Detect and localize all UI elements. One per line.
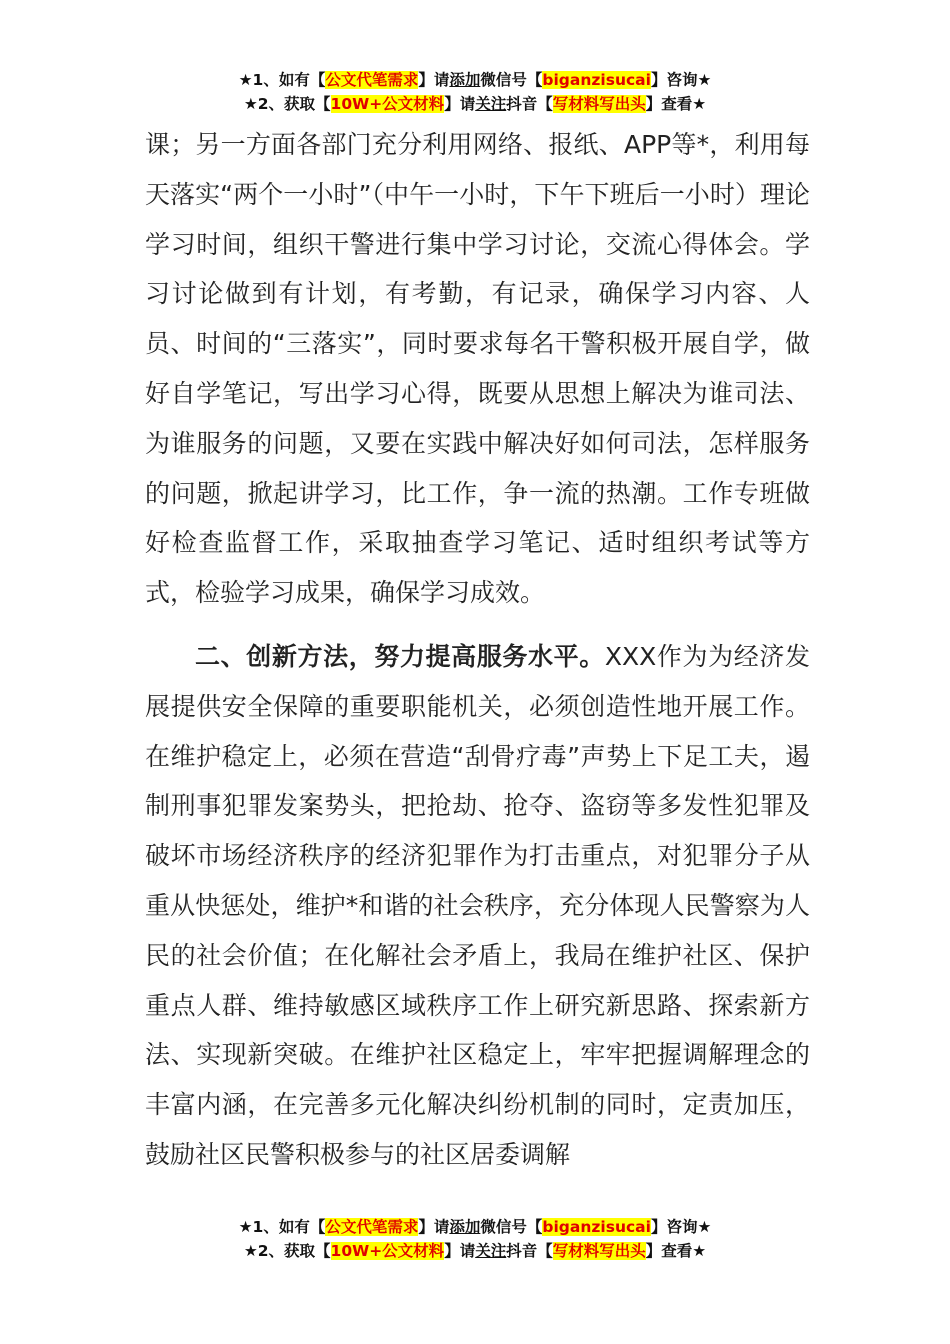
body-paragraph (145, 632, 810, 1180)
banner-line-2: ★2、获取【10W+公文材料】请关注抖音【写材料写出头】查看★ (243, 95, 707, 113)
wechat-id: biganzisucai (542, 71, 651, 89)
banner-line-1: ★1、如有【公文代笔需求】请添加微信号【biganzisucai】咨询★ (238, 71, 712, 89)
douyin-name: 写材料写出头 (552, 1242, 646, 1260)
banner-highlight: 10W+公文材料 (330, 95, 445, 113)
banner-emphasis: 关注 (475, 1242, 507, 1260)
banner-emphasis: 添加 (449, 1218, 481, 1236)
banner-highlight: 公文代笔需求 (325, 1218, 419, 1236)
wechat-id: biganzisucai (542, 1218, 651, 1236)
banner-highlight: 公文代笔需求 (325, 71, 419, 89)
section-heading: 二、创新方法，努力提高服务水平。 (195, 641, 605, 671)
banner-highlight: 10W+公文材料 (330, 1242, 445, 1260)
section-text: XXX作为为经济发展提供安全保障的重要职能机关，必须创造性地开展工作。在维护稳定上，必须在营造“刮骨疗毒”声势上下足工夫，遏制刑事犯罪发案势头，把抢劫、抢夺、盗窃等多发性犯罪及破坏市场经济秩序的经济犯罪作为打击重点，对犯罪分子从重从快惩处，维护*和谐的社会秩序，充分体现人民警察为人民的社会价值；在化解社会矛盾上，我局在维护社区、保护重点人群、维持敏感区域秩序工作上研究新思路、探索新方法、实现新突破。在维护社区稳定上，牢牢把握调解理念的丰富内涵，在完善多元化解决纠纷机制的同时，定责加压，鼓励社区民警积极参与的社区居委调解 (145, 641, 810, 1169)
douyin-name: 写材料写出头 (552, 95, 646, 113)
header-banner (0, 68, 950, 116)
banner-emphasis: 添加 (449, 71, 481, 89)
footer-banner (0, 1215, 950, 1263)
body-paragraph: 课；另一方面各部门充分利用网络、报纸、APP等*，利用每天落实“两个一小时”（中午一小时，下午下班后一小时）理论学习时间，组织干警进行集中学习讨论，交流心得体会。学习讨论做到有计划，有考勤，有记录，确保学习内容、人员、时间的“三落实”，同时要求每名干警积极开展自学，做好自学笔记，写出学习心得，既要从思想上解决为谁司法、为谁服务的问题，又要在实践中解决好如何司法，怎样服务的问题，掀起讲学习，比工作，争一流的热潮。工作专班做好检查监督工作，采取抽查学习笔记、适时组织考试等方式，检验学习成果，确保学习成效。 (145, 130, 810, 608)
banner-emphasis: 关注 (475, 95, 507, 113)
document-body (145, 120, 810, 1180)
banner-line-2: ★2、获取【10W+公文材料】请关注抖音【写材料写出头】查看★ (243, 1242, 707, 1260)
banner-line-1: ★1、如有【公文代笔需求】请添加微信号【biganzisucai】咨询★ (238, 1218, 712, 1236)
